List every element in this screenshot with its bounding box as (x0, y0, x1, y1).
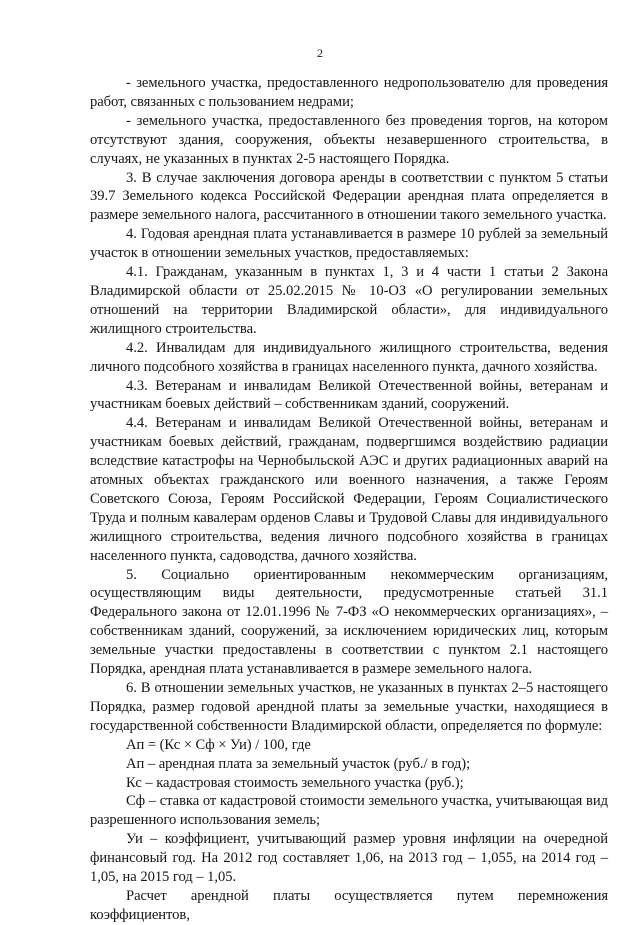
paragraph-item-6: 6. В отношении земельных участков, не указанных в пунктах 2–5 настоящего Порядка, размер годовой арендной платы за земельные участки, находящиеся в государственной собственности Владимирской области, определяется по формуле: (90, 680, 608, 734)
page-number: 2 (317, 46, 323, 60)
definition-sf: Сф – ставка от кадастровой стоимости земельного участка, учитывающая вид разрешенного использования земель; (90, 793, 608, 829)
document-body (90, 74, 608, 925)
paragraph-calculation: Расчет арендной платы осуществляется путем перемножения коэффициентов, (90, 887, 608, 923)
paragraph-item-4-2: 4.2. Инвалидам для индивидуального жилищного строительства, ведения личного подсобного хозяйства в границах населенного пункта, дачного хозяйства. (90, 339, 608, 375)
paragraph-item-4-3: 4.3. Ветеранам и инвалидам Великой Отечественной войны, ветеранам и участникам боевых действий – собственникам зданий, сооружений. (90, 377, 608, 413)
paragraph-item-4-1: 4.1. Гражданам, указанным в пунктах 1, 3 и 4 части 1 статьи 2 Закона Владимирской области от 25.02.2015 № 10-ОЗ «О регулировании земельных отношений на территории Владимирской области», для индивидуального жилищного строительства. (90, 264, 608, 337)
formula-line: Ап = (Кс × Сф × Уи) / 100, где (126, 736, 311, 753)
paragraph-subsoil-user: - земельного участка, предоставленного недропользователю для проведения работ, связанных с пользованием недрами; (90, 75, 608, 110)
definition-ks: Кс – кадастровая стоимость земельного участка (руб.); (126, 774, 464, 791)
paragraph-no-auction: - земельного участка, предоставленного без проведения торгов, на котором отсутствуют здания, сооружения, объекты незавершенного строительства, в случаях, не указанных в пунктах 2-5 настоящего Порядка. (90, 112, 608, 167)
definition-ui: Уи – коэффициент, учитывающий размер уровня инфляции на очередной финансовый год. На 2012 год составляет 1,06, на 2013 год – 1,055, на 2014 год – 1,05, на 2015 год – 1,05. (90, 831, 608, 886)
definition-ap: Ап – арендная плата за земельный участок (руб./ в год); (126, 755, 471, 772)
paragraph-item-4-4: 4.4. Ветеранам и инвалидам Великой Отечественной войны, ветеранам и участникам боевых действий, гражданам, подвергшимся воздействию радиации вследствие катастрофы на Чернобыльской АЭС и других радиационных аварий на атомных объектах гражданского или военного назначения, а также Героям Советского Союза, Героям Российской Федерации, Героям Социалистического Труда и полным кавалерам орденов Славы и Трудовой Славы для индивидуального жилищного строительства, ведения личного подсобного хозяйства в границах населенного пункта, садоводства, дачного хозяйства. (90, 415, 608, 564)
paragraph-item-3: 3. В случае заключения договора аренды в соответствии с пунктом 5 статьи 39.7 Земельного кодекса Российской Федерации арендная плата определяется в размере земельного налога, рассчитанного в отношении такого земельного участка. (90, 169, 608, 224)
paragraph-item-5: 5. Социально ориентированным некоммерческим организациям, осуществляющим виды деятельности, предусмотренные статьей 31.1 Федерального закона от 12.01.1996 № 7-ФЗ «О некоммерческих организациях», – собственникам зданий, сооружений, за исключением юридических лиц, которым земельные участки предоставлены в соответствии с пунктом 2.1 настоящего Порядка, арендная плата устанавливается в размере земельного налога. (90, 566, 608, 678)
paragraph-item-4: 4. Годовая арендная плата устанавливается в размере 10 рублей за земельный участок в отношении земельных участков, предоставляемых: (90, 226, 608, 262)
